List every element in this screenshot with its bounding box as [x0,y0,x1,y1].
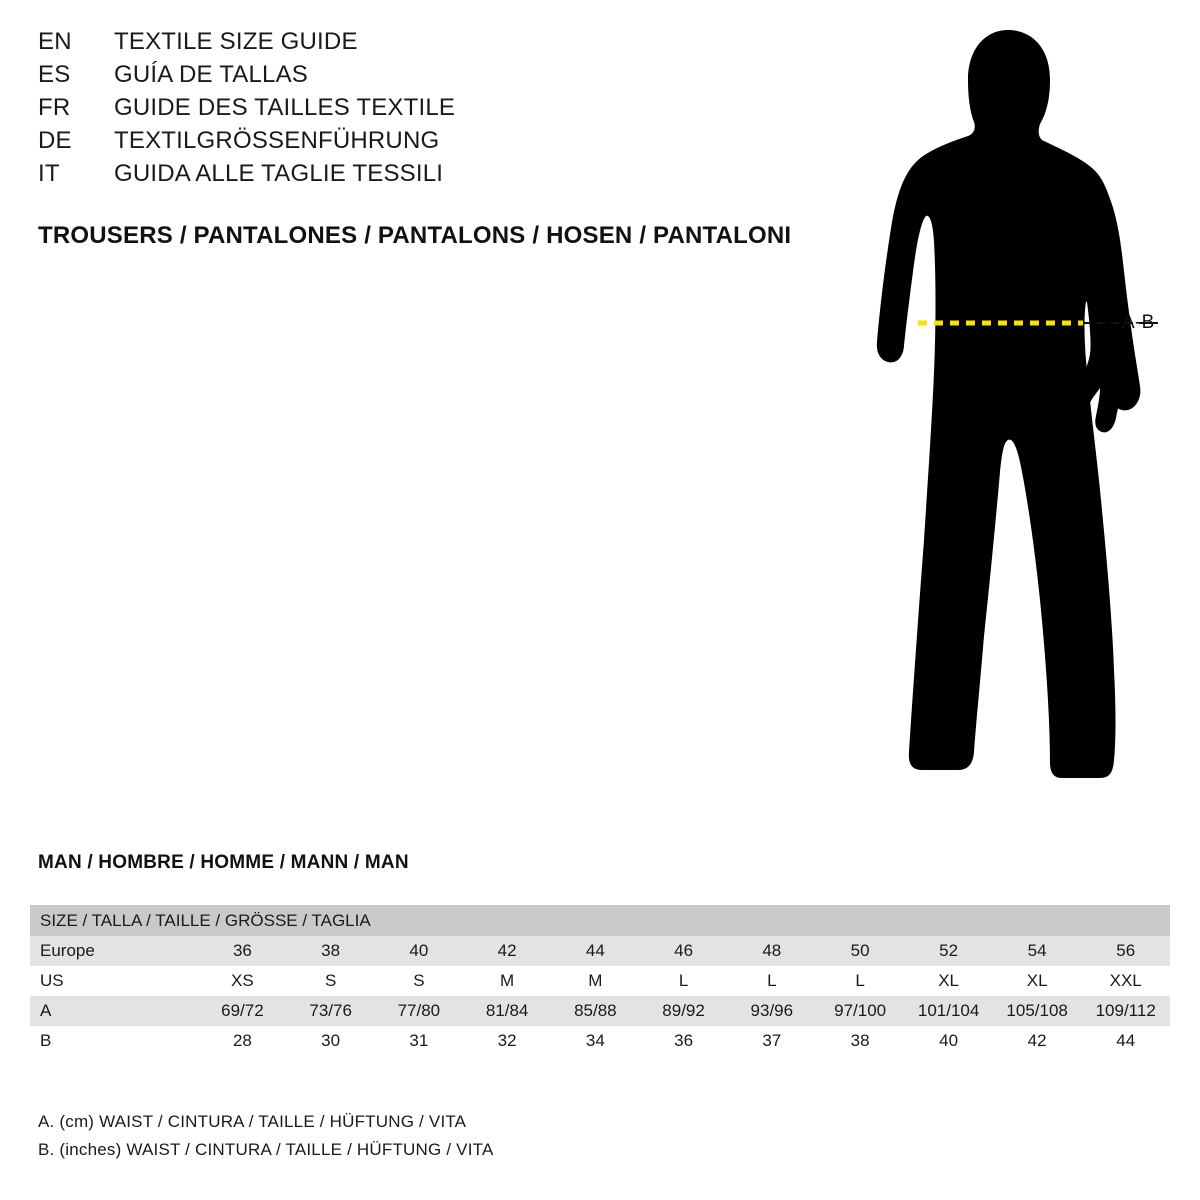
cell: 28 [198,1026,286,1056]
table-row [30,966,1170,996]
footnote-b: B. (inches) WAIST / CINTURA / TAILLE / HÜFTUNG / VITA [38,1140,494,1159]
cell: 50 [816,936,904,966]
cell: 105/108 [993,996,1082,1026]
cell: 40 [904,1026,993,1056]
language-code: ES [38,61,71,88]
cell: L [728,966,816,996]
table-header-label: SIZE / TALLA / TAILLE / GRÖSSE / TAGLIA [30,905,1170,936]
cell: 89/92 [639,996,727,1026]
cell: 48 [728,936,816,966]
language-text: GUIDA ALLE TAGLIE TESSILI [114,160,444,187]
cell: 31 [375,1026,463,1056]
cell: 40 [375,936,463,966]
footnote-a: A. (cm) WAIST / CINTURA / TAILLE / HÜFTUNG / VITA [38,1112,467,1131]
cell: 97/100 [816,996,904,1026]
cell: M [463,966,551,996]
cell: 30 [287,1026,375,1056]
cell: 109/112 [1081,996,1170,1026]
language-row [38,61,798,94]
cell: 37 [728,1026,816,1056]
language-row [38,94,798,127]
language-code: IT [38,160,60,187]
language-code: EN [38,28,72,55]
cell: XL [904,966,993,996]
cell: 46 [639,936,727,966]
language-text: TEXTILGRÖSSENFÜHRUNG [114,127,440,154]
language-code: FR [38,94,71,121]
table-header-row [30,905,1170,936]
cell: 38 [287,936,375,966]
cell: 32 [463,1026,551,1056]
language-code: DE [38,127,72,154]
male-silhouette-figure [800,20,1200,810]
cell: 93/96 [728,996,816,1026]
cell: 81/84 [463,996,551,1026]
cell: 54 [993,936,1082,966]
cell: 38 [816,1026,904,1056]
cell: 77/80 [375,996,463,1026]
cell: 56 [1081,936,1170,966]
language-text: GUÍA DE TALLAS [114,61,308,88]
cell: S [287,966,375,996]
cell: 42 [463,936,551,966]
size-table [30,905,1170,1056]
language-row [38,127,798,160]
garment-title: TROUSERS / PANTALONES / PANTALONS / HOSEN / PANTALONI [38,222,792,249]
cell: 85/88 [551,996,639,1026]
table-row [30,996,1170,1026]
language-text: TEXTILE SIZE GUIDE [114,28,358,55]
cell: 34 [551,1026,639,1056]
cell: 101/104 [904,996,993,1026]
cell: 42 [993,1026,1082,1056]
cell: M [551,966,639,996]
language-row [38,28,798,61]
table-row [30,936,1170,966]
cell: L [639,966,727,996]
table-section-title: MAN / HOMBRE / HOMME / MANN / MAN [38,852,409,873]
cell: 36 [639,1026,727,1056]
cell: 73/76 [287,996,375,1026]
language-text: GUIDE DES TAILLES TEXTILE [114,94,456,121]
cell: 44 [1081,1026,1170,1056]
silhouette-svg [800,20,1200,810]
cell: S [375,966,463,996]
waist-measure-label: A-B [1122,312,1155,333]
cell: 44 [551,936,639,966]
row-label: US [30,966,198,996]
cell: XS [198,966,286,996]
row-label: A [30,996,198,1026]
cell: 69/72 [198,996,286,1026]
cell: XXL [1081,966,1170,996]
footnotes [38,1108,494,1164]
cell: 52 [904,936,993,966]
row-label: Europe [30,936,198,966]
table-row [30,1026,1170,1056]
cell: XL [993,966,1082,996]
row-label: B [30,1026,198,1056]
language-row [38,160,798,193]
language-list [38,28,798,193]
cell: 36 [198,936,286,966]
cell: L [816,966,904,996]
